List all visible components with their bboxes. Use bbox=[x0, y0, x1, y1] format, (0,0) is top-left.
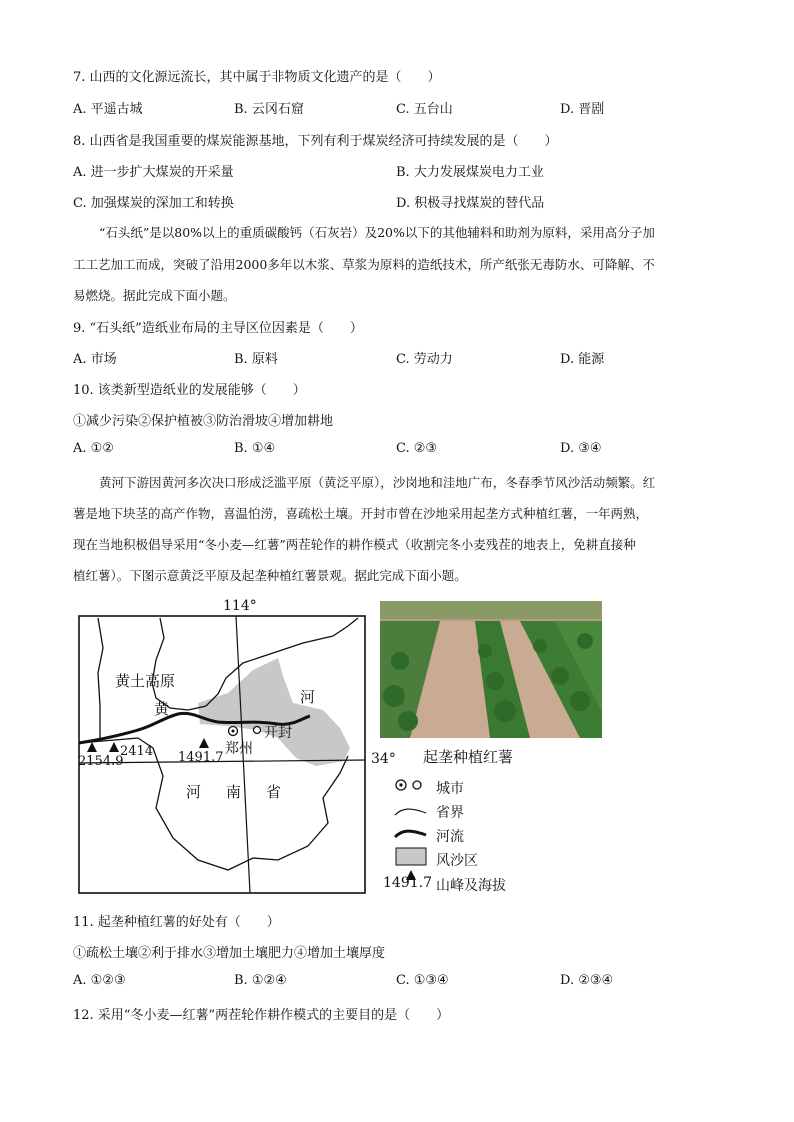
zhengzhou-label: 郑州 bbox=[225, 741, 253, 757]
kaifeng-label: 开封 bbox=[264, 725, 292, 741]
province-label-he: 河 bbox=[186, 783, 202, 801]
photo-caption: 起垄种植红薯 bbox=[423, 748, 514, 766]
legend-river-icon bbox=[395, 831, 426, 837]
loess-plateau-label: 黄土高原 bbox=[115, 672, 176, 690]
peak-elevation-1: 2154.9 bbox=[78, 754, 124, 769]
passage1-line-1: “石头纸”是以80%以上的重质碳酸钙（石灰岩）及20%以下的其他辅料和助剂为原料，采用高分子加 bbox=[99, 225, 655, 240]
q8-option-c: C. 加强煤炭的深加工和转换 bbox=[73, 196, 234, 211]
q9-option-d: D. 能源 bbox=[560, 352, 605, 367]
q9-option-a: A. 市场 bbox=[73, 352, 117, 367]
legend-boundary-icon bbox=[395, 809, 426, 815]
q8-option-d: D. 积极寻找煤炭的替代品 bbox=[396, 196, 545, 211]
q9-option-b: B. 原料 bbox=[234, 352, 278, 367]
q8-option-b: B. 大力发展煤炭电力工业 bbox=[396, 165, 544, 180]
question-10-stem: 10. 该类新型造纸业的发展能够（ ） bbox=[73, 383, 306, 398]
peak-elevation-3: 1491.7 bbox=[178, 750, 224, 765]
legend-peak-value: 1491.7 bbox=[383, 875, 432, 891]
legend-sand-icon bbox=[396, 848, 426, 865]
latitude-label: 34° bbox=[371, 751, 396, 767]
river-label-he: 河 bbox=[300, 688, 316, 706]
kaifeng-city-icon bbox=[254, 727, 261, 734]
legend-peak-label: 山峰及海拔 bbox=[436, 878, 506, 894]
q11-option-b: B. ①②④ bbox=[234, 973, 287, 988]
passage2-line-3: 现在当地积极倡导采用“冬小麦—红薯”两茬轮作的耕作模式（收割完冬小麦残茬的地表上，免耕直接种 bbox=[73, 537, 636, 552]
ridge-photo-graphic bbox=[380, 601, 602, 738]
q10-option-b: B. ①④ bbox=[234, 441, 276, 456]
longitude-label: 114° bbox=[223, 598, 257, 614]
passage1-line-2: 工工艺加工而成，突破了沿用2000多年以木浆、草浆为原料的造纸技术，所产纸张无毒防水、可降解、不 bbox=[73, 257, 655, 272]
sweet-potato-ridge-photo bbox=[380, 601, 602, 738]
q7-option-c: C. 五台山 bbox=[396, 102, 453, 117]
question-7-stem: 7. 山西的文化源远流长，其中属于非物质文化遗产的是（ ） bbox=[73, 70, 441, 85]
passage2-line-4: 植红薯）。下图示意黄泛平原及起垄种植红薯景观。据此完成下面小题。 bbox=[73, 568, 467, 583]
q9-option-c: C. 劳动力 bbox=[396, 352, 453, 367]
province-label-nan: 南 bbox=[226, 783, 242, 801]
q10-option-c: C. ②③ bbox=[396, 441, 438, 456]
legend-boundary-label: 省界 bbox=[436, 805, 464, 821]
passage2-line-1: 黄河下游因黄河多次决口形成泛滥平原（黄泛平原），沙岗地和洼地广布，冬春季节风沙活动频繁。红 bbox=[99, 475, 656, 490]
q7-option-b: B. 云冈石窟 bbox=[234, 102, 304, 117]
q11-option-c: C. ①③④ bbox=[396, 973, 449, 988]
question-11-items: ①疏松土壤②利于排水③增加土壤肥力④增加土壤厚度 bbox=[73, 946, 386, 961]
legend-city-label: 城市 bbox=[436, 781, 464, 797]
q11-option-a: A. ①②③ bbox=[73, 973, 126, 988]
q8-option-a: A. 进一步扩大煤炭的开采量 bbox=[73, 165, 234, 180]
q11-option-d: D. ②③④ bbox=[560, 973, 614, 988]
question-9-stem: 9. “石头纸”造纸业布局的主导区位因素是（ ） bbox=[73, 321, 363, 336]
q10-option-a: A. ①② bbox=[73, 441, 114, 456]
province-label-sheng: 省 bbox=[266, 783, 282, 801]
q10-option-d: D. ③④ bbox=[560, 441, 602, 456]
river-label-huang: 黄 bbox=[154, 700, 170, 718]
q7-option-a: A. 平遥古城 bbox=[73, 102, 143, 117]
question-12-stem: 12. 采用“冬小麦—红薯”两茬轮作耕作模式的主要目的是（ ） bbox=[73, 1008, 450, 1023]
question-8-stem: 8. 山西省是我国重要的煤炭能源基地，下列有利于煤炭经济可持续发展的是（ ） bbox=[73, 134, 558, 149]
legend-river-label: 河流 bbox=[436, 829, 464, 845]
q7-option-d: D. 晋剧 bbox=[560, 102, 605, 117]
peak-elevation-2: 2414 bbox=[120, 744, 154, 759]
passage2-line-2: 薯是地下块茎的高产作物，喜温怕涝，喜疏松土壤。开封市曾在沙地采用起垄方式种植红薯，一年两熟， bbox=[73, 506, 649, 521]
legend-city-icon-2 bbox=[413, 781, 421, 789]
legend-sand-label: 风沙区 bbox=[436, 853, 478, 869]
passage1-line-3: 易燃烧。据此完成下面小题。 bbox=[73, 288, 236, 303]
yellow-river-plain-map bbox=[78, 598, 396, 895]
question-10-items: ①减少污染②保护植被③防治滑坡④增加耕地 bbox=[73, 414, 334, 429]
question-11-stem: 11. 起垄种植红薯的好处有（ ） bbox=[73, 915, 280, 930]
